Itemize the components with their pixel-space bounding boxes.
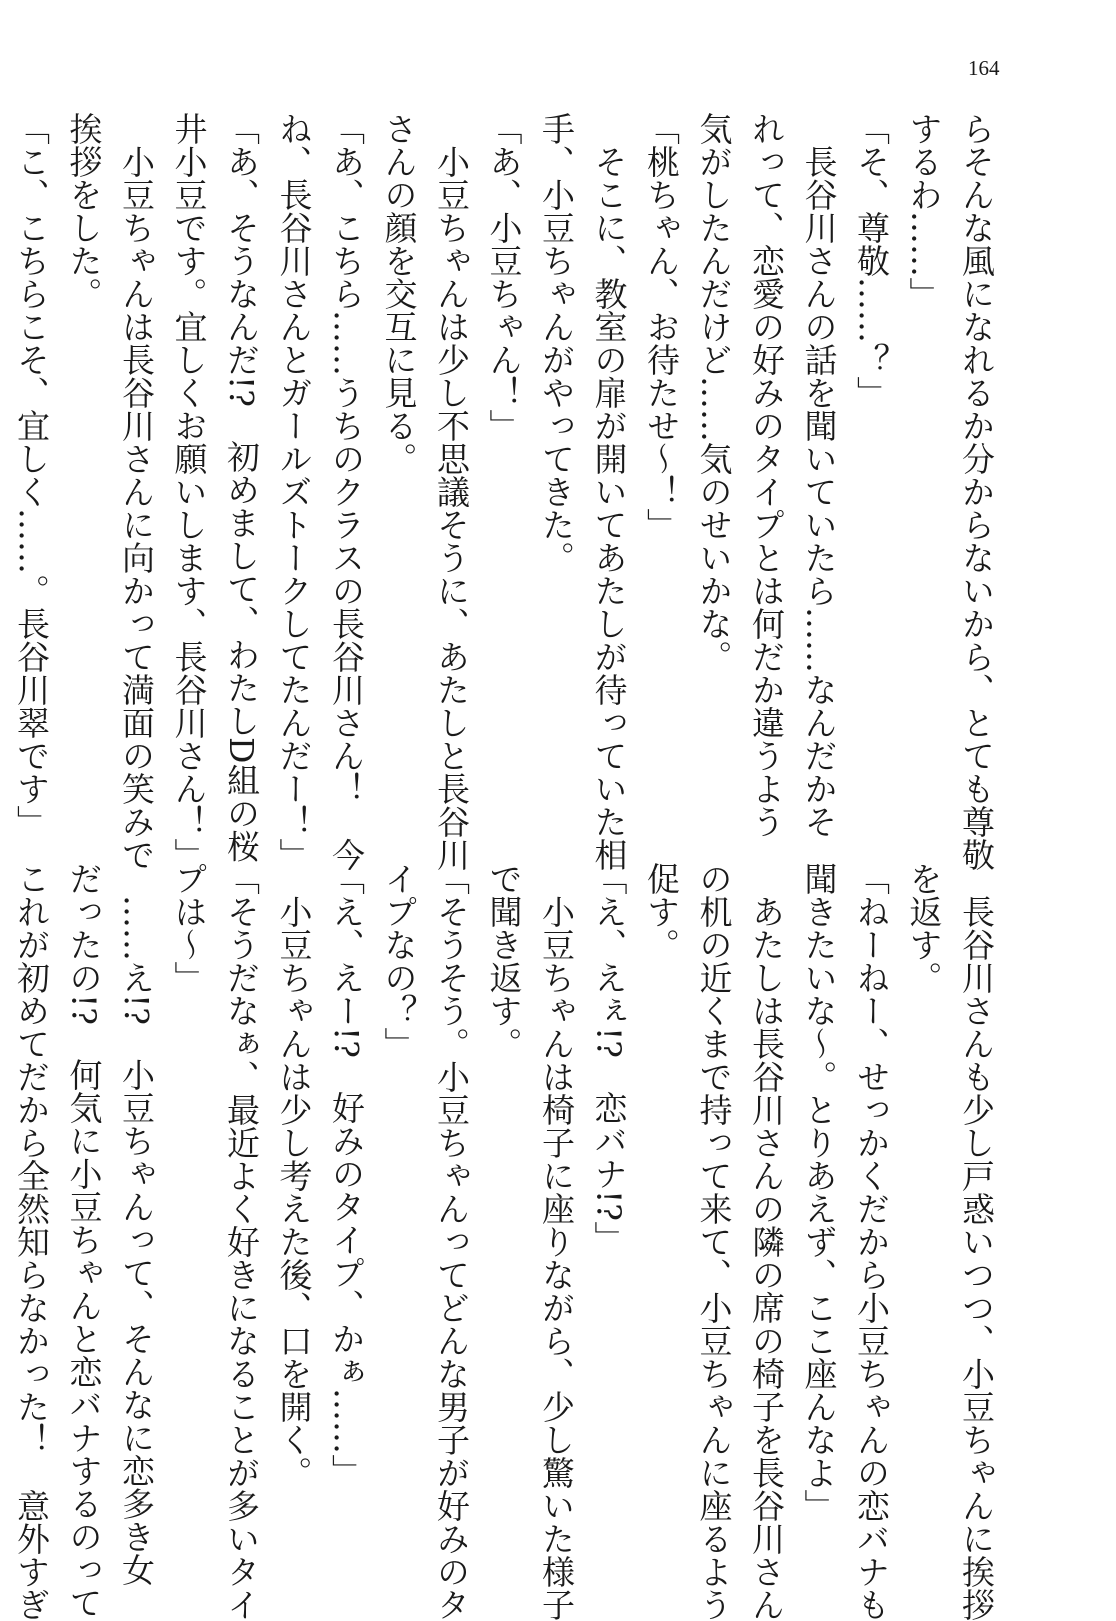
text-line: 促す。 [642,862,681,961]
text-line: 挨拶をした。 [64,112,104,310]
text-line: 「え、えぇ!? 恋バナ!?」 [589,862,629,1254]
text-line: 小豆ちゃんは椅子に座りながら、少し驚いた様子 [537,895,576,1621]
text-line: だったの!? 何気に小豆ちゃんと恋バナするのって [64,862,104,1619]
text-line: 「え、えー!? 好みのタイプ、かぁ……」 [327,862,366,1487]
text-line: イプなの？」 [379,862,419,1060]
text-line: 「そ、尊敬……？」 [852,112,891,409]
text-line: するわ……」 [904,112,944,310]
text-line: らそんな風になれるか分からないから、とても尊敬 [957,112,996,871]
text-line: 長谷川さんの話を聞いていたら……なんだかそ [799,145,839,838]
text-line: 気がしたんだけど……気のせいかな。 [694,112,734,673]
text-line: 小豆ちゃんは少し考えた後、口を開く。 [274,895,314,1489]
text-line: 「あ、小豆ちゃん！」 [484,112,524,442]
text-line: 井小豆です。宜しくお願いします、長谷川さん！」 [169,112,209,871]
text-line: 長谷川さんも少し戸惑いつつ、小豆ちゃんに挨拶 [957,895,996,1621]
text-line: さんの顔を交互に見る。 [379,112,419,475]
text-line: 聞きたいな～。とりあえず、ここ座んなよ」 [799,862,839,1522]
text-line: 「そうそう。小豆ちゃんってどんな男子が好みのタ [432,862,471,1621]
text-line: ……え!? 小豆ちゃんって、そんなに恋多き女 [117,895,156,1586]
text-line: ね、長谷川さんとガールズトークしてたんだー！」 [274,112,314,871]
text-line: で聞き返す。 [484,862,524,1060]
text-block-bottom [12,862,1002,1621]
text-line: 「ねーねー、せっかくだから小豆ちゃんの恋バナも [852,862,891,1621]
text-block-top [12,112,1002,871]
text-line: 小豆ちゃんは長谷川さんに向かって満面の笑みで [117,145,156,871]
text-line: プは～」 [169,862,209,994]
text-line: を返す。 [904,862,944,994]
text-line: これが初めてだから全然知らなかった！ 意外すぎ [12,862,51,1621]
text-line: の机の近くまで持って来て、小豆ちゃんに座るよう [694,862,734,1621]
page-number: 164 [968,56,1000,80]
text-line: 「こ、こちらこそ、宜しく……。長谷川翠です」 [12,112,51,838]
text-line: 「あ、こちら……うちのクラスの長谷川さん！ 今 [327,112,366,871]
text-line: 「桃ちゃん、お待たせ～！」 [642,112,681,541]
text-line: そこに、教室の扉が開いてあたしが待っていた相 [589,145,629,871]
text-line: あたしは長谷川さんの隣の席の椅子を長谷川さん [747,895,786,1621]
text-line: 小豆ちゃんは少し不思議そうに、あたしと長谷川 [432,145,471,871]
text-line: 「そうだなぁ、最近よく好きになることが多いタイ [222,862,261,1621]
text-line: 手、小豆ちゃんがやってきた。 [537,112,576,574]
text-line: れって、恋愛の好みのタイプとは何だか違うよう [747,112,786,838]
text-line: 「あ、そうなんだ!? 初めまして、わたしD組の桜 [222,112,261,863]
